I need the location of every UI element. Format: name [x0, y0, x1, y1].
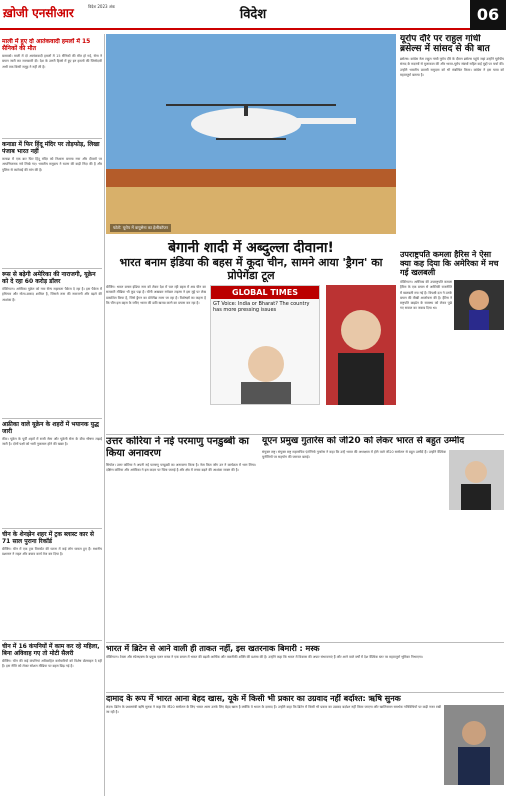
- body: सियोल। उत्तर कोरिया ने अपनी नई परमाणु पनडुब्बी का अनावरण किया है। नेता किम जोंग उन ने कार्यक्रम में भाग लिया। दक्षिण कोरिया और अमेरिका ने इस कदम पर चिंता जताई है और क्षेत्र में तनाव बढ़ने की आशंका व्यक्त की है।: [106, 463, 256, 473]
- global-times-logo: GLOBAL TIMES: [211, 286, 319, 299]
- headline: उपराष्ट्रपति कमला हैरिस ने ऐसा क्या कह दिया कि अमेरिका में मच गई खलबली: [400, 250, 499, 277]
- article-ukraine: [2, 418, 102, 528]
- sunak-photo: [444, 705, 504, 785]
- headline: चीन में 16 कंपनियों में काम कर रहे महिला, बिना अविवाह गए तो मोटी सैलरी: [2, 643, 100, 657]
- lead-headline: भारत बनाम इंडिया की बहस में कूदा चीन, सामने आया 'ड्रैगन' का प्रोपेगेंडा टूल: [119, 256, 383, 282]
- photo-caption: फोटो: यूरोप में वायुसेना का हेलीकॉप्टर: [110, 224, 171, 232]
- xi-portrait: [326, 285, 396, 405]
- headline: चीन के शेनझेन शहर में ट्रक ब्लास्ट कार से 71 साल पुराना रिकॉर्ड: [2, 531, 94, 545]
- body: ब्रसेल्स। कांग्रेस नेता राहुल गांधी यूरोप दौरे के दौरान ब्रसेल्स पहुंचे जहां उन्होंने यूरोपीय संसद के सदस्यों से मुलाकात की और भारत-यूरोप संबंधों सहित कई मुद्दों पर चर्चा की। उन्होंने भारतीय प्रवासी समुदाय को भी संबोधित किया। कांग्रेस ने इस यात्रा को महत्वपूर्ण बताया है।: [400, 57, 504, 77]
- global-times-caption: GT Voice: India or Bharat? The country has more pressing issues: [213, 301, 310, 313]
- headline: रूस से बढ़ेगी अमेरिका की नाराजगी, यूक्रेन को दे रहा 60 करोड़ डॉलर: [2, 271, 96, 285]
- headline: अफ्रीका वाले यूक्रेन के शहरों में भयानक युद्ध जारी: [2, 421, 99, 435]
- headline: उत्तर कोरिया ने नई परमाणु पनडुब्बी का किया अनावरण: [106, 436, 249, 459]
- body: वॉशिंगटन। अमेरिका की उपराष्ट्रपति कमला हैरिस के एक बयान से अमेरिकी राजनीति में खलबली मच गई है। विपक्षी दल ने उनके बयान की तीखी आलोचना की है। हैरिस ने राष्ट्रपति बाइडेन के स्वास्थ्य को लेकर पूछे गए सवाल का जवाब दिया था।: [400, 280, 452, 311]
- article-musk: [106, 644, 504, 690]
- helicopter-image: [106, 34, 396, 234]
- lead-kicker: बेगानी शादी में अब्दुल्ला दीवाना!: [168, 240, 334, 256]
- article-canada: [2, 138, 102, 268]
- body: वॉशिंगटन। अमेरिका यूक्रेन को नया सैन्य सहायता पैकेज दे रहा है। इस पैकेज में हथियार और गोला-बारूद शामिल है, जिससे रूस की नाराजगी और बढ़ने की आशंका है।: [2, 287, 102, 302]
- headline: भारत में ब्रिटेन से आने वाली ही ताकत नहीं, इस खतरनाक बिमारी : मस्क: [106, 644, 320, 653]
- article-un: [262, 436, 504, 640]
- article-korea: [106, 436, 256, 640]
- headline: दामाद के रूप में भारत आना बेहद खास, यूके में किसी भी प्रकार का उग्रवाद नहीं बर्दाश्त: ऋषि सुनक: [106, 694, 401, 703]
- portrait-image: [211, 334, 321, 404]
- article-mali: [2, 38, 102, 138]
- body: कीव। यूक्रेन के पूर्वी शहरों में रूसी सेना और यूक्रेनी सेना के बीच भीषण लड़ाई जारी है। दोनों पक्षों को भारी नुकसान होने की खबर है।: [2, 437, 102, 447]
- newspaper-logo: ख़ोजी एनसीआर: [3, 6, 74, 20]
- lead-body: बीजिंग। भारत बनाम इंडिया नाम को लेकर देश में चल रही बहस में अब चीन का सरकारी मीडिया भी कूद पड़ा है। चीनी अखबार ग्लोबल टाइम्स ने इस मुद्दे पर लेख प्रकाशित किया है, जिसे ड्रैगन का प्रोपेगेंडा माना जा रहा है। विशेषज्ञों का कहना है कि चीन इस बहस के जरिए भारत की छवि खराब करने का प्रयास कर रहा है।: [106, 285, 206, 305]
- body: बामाको। माली में दो आतंकवादी हमलों में 15 सैनिकों की मौत हो गई, सेना ने बयान जारी कर जानकारी दी। देश के उत्तरी हिस्से में हुए इन हमलों की जिम्मेदारी अभी तक किसी समूह ने नहीं ली है।: [2, 54, 102, 69]
- article-china-companies: [2, 640, 102, 796]
- global-times-card: [210, 285, 320, 405]
- headline: यूरोप दौरे पर राहुल गांधी ब्रसेल्स में सांसद से की बात: [400, 34, 490, 54]
- masthead: [0, 0, 506, 30]
- body: कनाडा में एक बार फिर हिंदू मंदिर को निशाना बनाया गया और दीवारों पर आपत्तिजनक नारे लिखे गए। भारतीय समुदाय ने घटना की कड़ी निंदा की है और पुलिस से कार्रवाई की मांग की है।: [2, 157, 102, 172]
- body: संयुक्त राष्ट्र। संयुक्त राष्ट्र महासचिव एंटोनियो गुतारेस ने कहा कि उन्हें भारत की अध्यक्षता में होने वाले जी20 सम्मेलन से बहुत उम्मीदें हैं। उन्होंने वैश्विक चुनौतियों पर सहयोग की जरूरत बताई।: [262, 450, 446, 460]
- headline: माली में हुए दो आतंकवादी हमलों में 15 सैनिकों की मौत: [2, 38, 91, 52]
- dateline: विदेश 2023 अंक: [88, 4, 115, 9]
- article-harris: [400, 250, 504, 440]
- harris-photo: [454, 280, 504, 330]
- article-china-blast: [2, 528, 102, 638]
- section-title: विदेश: [239, 7, 267, 22]
- article-russia: [2, 268, 102, 418]
- article-rahul: [400, 34, 504, 244]
- left-column: [2, 38, 102, 638]
- guterres-photo: [449, 450, 504, 510]
- headline: यूएन प्रमुख गुतारेस को जी20 को लेकर भारत से बहुत उम्मीद: [262, 436, 465, 446]
- body: लंदन। ब्रिटेन के प्रधानमंत्री ऋषि सुनक ने कहा कि जी20 सम्मेलन के लिए भारत आना उनके लिए बेहद खास है क्योंकि वे भारत के दामाद हैं। उन्होंने कहा कि ब्रिटेन में किसी भी प्रकार का उग्रवाद बर्दाश्त नहीं किया जाएगा और खालिस्तान समर्थक गतिविधियों पर कड़ी नजर रखी जा रही है।: [106, 705, 441, 715]
- page-number: 06: [470, 0, 506, 30]
- lead-story: [106, 240, 396, 430]
- hero-photo: [106, 34, 396, 234]
- body: बीजिंग। चीन की कई कंपनियां अविवाहित कर्मचारियों को विशेष प्रोत्साहन दे रही हैं। इस नीति को लेकर सोशल मीडिया पर बहस छिड़ गई है।: [2, 659, 102, 669]
- body: बीजिंग। चीन में एक ट्रक विस्फोट की घटना में कई लोग घायल हुए हैं। स्थानीय प्रशासन ने राहत और बचाव कार्य तेज कर दिया है।: [2, 547, 102, 557]
- body: वॉशिंगटन। टेस्ला और स्पेसएक्स के प्रमुख एलन मस्क ने एक बयान में भारत की बढ़ती आर्थिक और तकनीकी शक्ति की प्रशंसा की है। उन्होंने कहा कि भारत में विकास की अपार संभावनाएं हैं और आने वाले वर्षों में देश वैश्विक स्तर पर महत्वपूर्ण भूमिका निभाएगा।: [106, 655, 423, 659]
- article-sunak: [106, 694, 504, 798]
- headline: कनाडा में फिर हिंदू मंदिर पर तोड़फोड़, लिखा पंजाब भारत नहीं: [2, 141, 100, 155]
